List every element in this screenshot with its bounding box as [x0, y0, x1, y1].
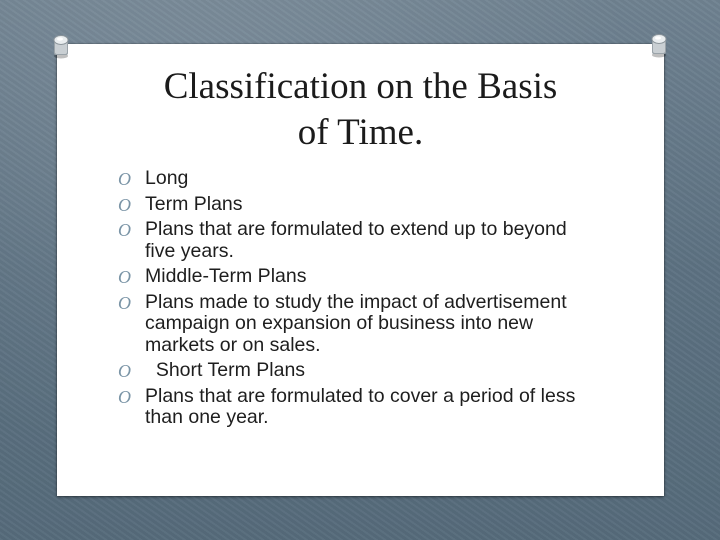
- bullet-list: [112, 168, 592, 433]
- bullet-text: Long: [145, 167, 189, 189]
- bullet-item: [112, 266, 592, 288]
- slide-title: [57, 64, 664, 156]
- slide-title-line-1: Classification on the Basis: [163, 66, 558, 107]
- bullet-marker-icon: O: [118, 169, 131, 189]
- bullet-marker-icon: O: [118, 361, 131, 381]
- bullet-text: Middle-Term Plans: [145, 265, 307, 287]
- pushpin-icon: [648, 32, 670, 58]
- bullet-text: Term Plans: [145, 192, 243, 215]
- bullet-marker-icon: O: [118, 194, 131, 215]
- bullet-text: Short Term Plans: [145, 359, 306, 381]
- bullet-marker-icon: O: [118, 267, 131, 287]
- bullet-marker-icon: O: [118, 220, 131, 240]
- bullet-text: Plans that are formulated to cover a period of less than one year.: [145, 384, 576, 428]
- bullet-text: Plans made to study the impact of advertisement campaign on expansion of business into new markets or on sales.: [145, 290, 567, 356]
- bullet-item: [112, 360, 592, 382]
- bullet-marker-icon: O: [118, 292, 131, 313]
- slide-title-line-2: of Time.: [297, 112, 424, 153]
- bullet-item: [112, 292, 592, 357]
- bullet-item: [112, 194, 592, 216]
- bullet-marker-icon: O: [118, 386, 131, 407]
- bullet-item: [112, 386, 592, 429]
- pushpin-icon: [50, 33, 72, 59]
- bullet-item: [112, 219, 592, 262]
- bullet-text: Plans that are formulated to extend up to beyond five years.: [145, 218, 567, 262]
- bullet-item: [112, 168, 592, 190]
